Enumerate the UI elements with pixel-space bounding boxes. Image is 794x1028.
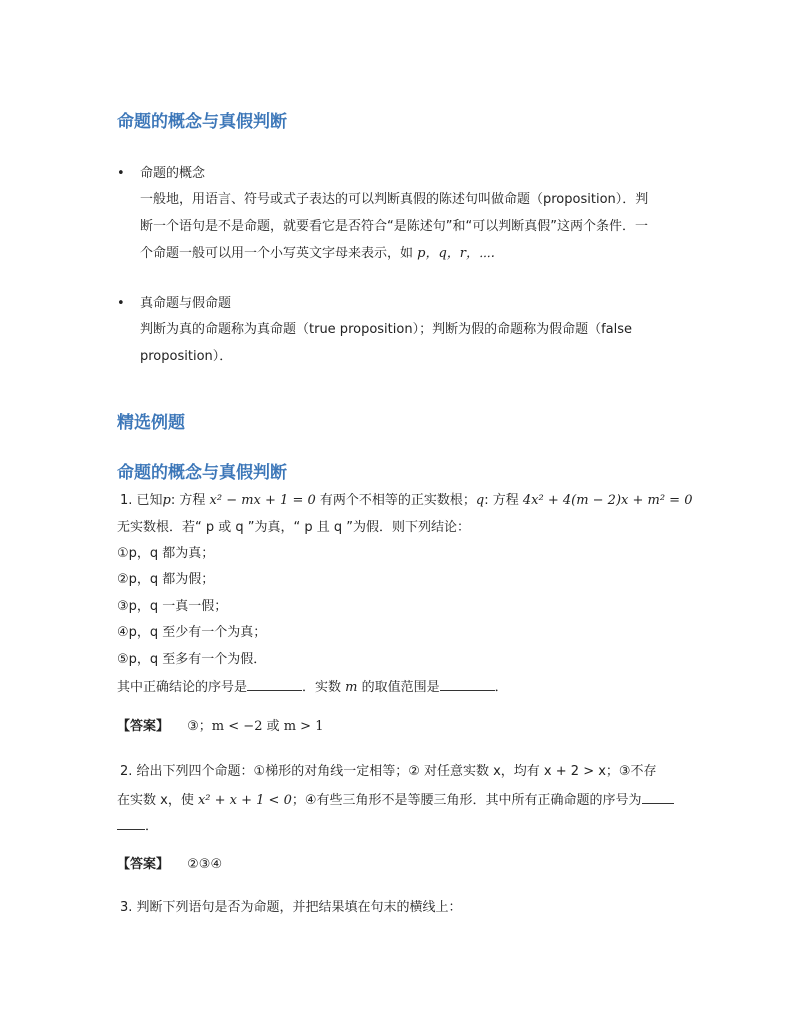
bullet1-line1: 一般地，用语言、符号或式子表达的可以判断真假的陈述句叫做命题（proposition）．判 — [140, 192, 649, 207]
q1-text: : 方程 — [170, 493, 210, 508]
bullet1-line3-vars: p，q，r，⋯. — [417, 246, 495, 261]
bullet2-line2: proposition）． — [140, 349, 233, 364]
answer-blank[interactable] — [440, 676, 495, 691]
q1-equation-2: 4x² + 4(m − 2)x + m² = 0 — [522, 493, 693, 508]
bullet2-title: 真命题与假命题 — [140, 296, 232, 311]
q1-text: : 方程 — [484, 493, 523, 508]
q1-option-2: ②p，q 都为假； — [117, 572, 215, 587]
q2-equation: x² + x + 1 < 0 — [197, 793, 292, 808]
q1-line2: 无实数根．若“ p 或 q ”为真，“ p 且 q ”为假．则下列结论： — [117, 520, 471, 535]
q1-text: ．实数 — [302, 680, 342, 695]
answer-blank[interactable] — [642, 789, 674, 804]
bullet2-line1: 判断为真的命题称为真命题（true proposition）；判断为假的命题称为假命题（false — [140, 322, 632, 337]
bullet1-title: 命题的概念 — [140, 166, 206, 181]
bullet-dot: • — [117, 296, 125, 311]
q1-line-end — [117, 676, 508, 698]
answer-blank[interactable] — [117, 815, 145, 830]
bullet1-line3 — [140, 244, 495, 264]
q1-text: 1. 已知 — [120, 493, 163, 508]
bullet-dot: • — [117, 166, 125, 181]
q2-line1: 2. 给出下列四个命题：①梯形的对角线一定相等；② 对任意实数 x，均有 x + 2 > x；③不存 — [120, 764, 657, 779]
bullet1-line3-prefix: 个命题一般可以用一个小写英文字母来表示，如 — [140, 246, 414, 261]
q2-answer — [117, 855, 222, 875]
answer-value: ③；m < −2 或 m > 1 — [187, 719, 324, 734]
q1-answer — [117, 717, 323, 737]
q2-line2 — [117, 789, 674, 811]
q1-var-p: p — [162, 493, 171, 508]
section-heading-sub: 命题的概念与真假判断 — [117, 463, 287, 483]
bullet1-line2: 断一个语句是不是命题，就要看它是否符合“是陈述句”和“可以判断真假”这两个条件．一 — [140, 219, 648, 234]
answer-blank[interactable] — [247, 676, 302, 691]
answer-label: 【答案】 — [117, 857, 170, 872]
q1-option-1: ①p，q 都为真； — [117, 546, 215, 561]
answer-value: ②③④ — [187, 857, 223, 872]
answer-label: 【答案】 — [117, 719, 170, 734]
q2-text: ． — [145, 819, 159, 834]
q2-line3 — [117, 815, 158, 837]
q3-line1: 3. 判断下列语句是否为命题，并把结果填在句末的横线上： — [120, 900, 462, 915]
q1-var-q: q — [475, 493, 485, 508]
q1-text: 其中正确结论的序号是 — [117, 680, 248, 695]
section-heading-examples: 精选例题 — [117, 413, 185, 433]
q1-option-4: ④p，q 至少有一个为真； — [117, 625, 267, 640]
section-heading-concept: 命题的概念与真假判断 — [117, 112, 287, 132]
q1-option-5: ⑤p，q 至多有一个为假． — [117, 652, 267, 667]
q1-option-3: ③p，q 一真一假； — [117, 599, 228, 614]
q1-equation-1: x² − mx + 1 = 0 — [209, 493, 316, 508]
q1-text: 的取值范围是 — [361, 680, 440, 695]
q2-text: 在实数 x，使 — [117, 793, 198, 808]
q1-text: 有两个不相等的正实数根； — [315, 493, 476, 508]
q1-line1 — [120, 491, 692, 511]
q2-text: ；④有些三角形不是等腰三角形．其中所有正确命题的序号为 — [291, 793, 642, 808]
q1-text: ． — [494, 680, 508, 695]
q1-var-m: m — [345, 680, 358, 695]
